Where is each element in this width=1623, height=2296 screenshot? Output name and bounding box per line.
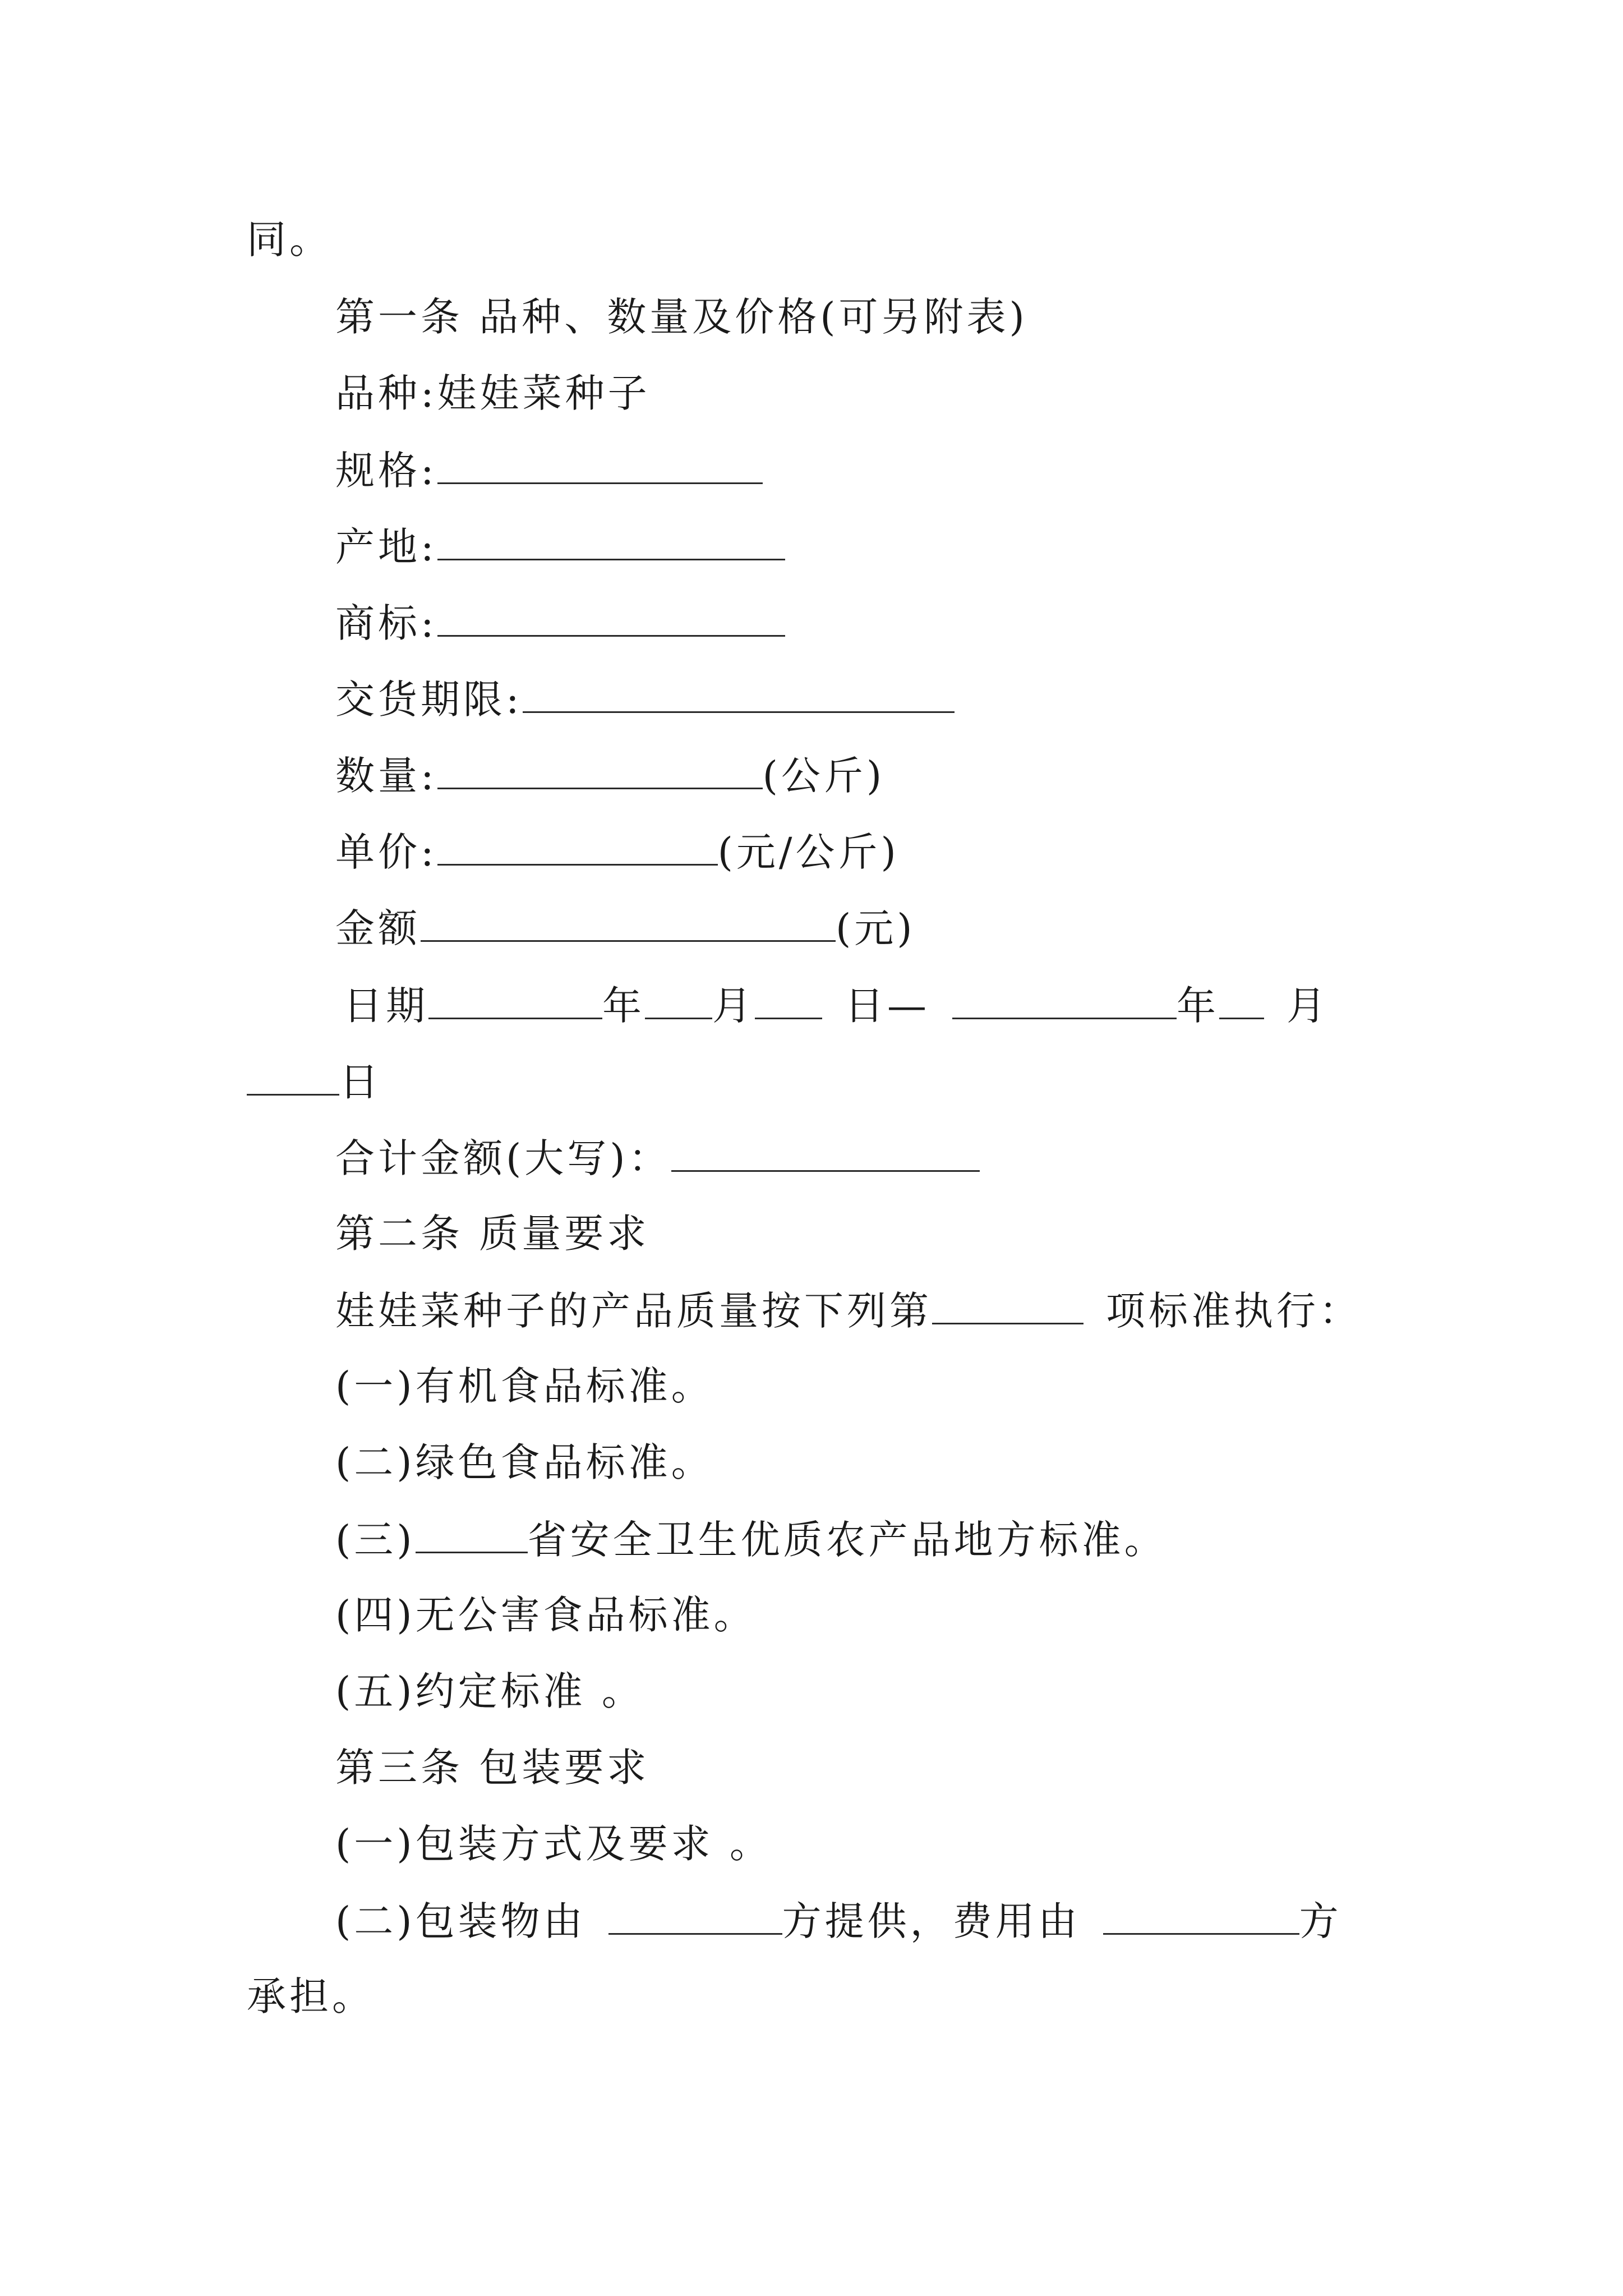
line-text: (二)包装物由 <box>335 1898 586 1944</box>
origin-blank[interactable] <box>437 526 785 560</box>
start-month-blank[interactable] <box>645 985 712 1019</box>
provider-blank[interactable] <box>608 1901 782 1935</box>
amount-blank[interactable] <box>421 908 836 942</box>
text-line <box>247 217 332 263</box>
packaging-provider-continued <box>247 1973 375 2019</box>
start-day-blank[interactable] <box>755 985 822 1019</box>
province-blank[interactable] <box>416 1519 528 1553</box>
article-1-heading <box>335 294 1028 340</box>
line-text: 品种:娃娃菜种子 <box>335 370 651 416</box>
quantity-blank[interactable] <box>437 755 763 789</box>
quality-standard-line <box>335 1288 1362 1334</box>
line-text: 第一条 品种、数量及价格(可另附表) <box>335 294 1028 340</box>
article-3-heading <box>335 1745 650 1791</box>
line-text: 单价: <box>335 829 437 875</box>
trademark-blank[interactable] <box>437 602 785 637</box>
line-text: 规格: <box>335 448 437 494</box>
standard-item-blank[interactable] <box>932 1290 1083 1324</box>
line-text: 方提供，费用由 <box>782 1898 1081 1944</box>
packaging-method-line <box>335 1821 772 1867</box>
line-text: 日 <box>339 1059 382 1105</box>
line-text: 年 <box>602 983 645 1029</box>
line-text: 同。 <box>247 217 332 263</box>
line-text: 年 <box>1177 983 1219 1029</box>
cost-bearer-blank[interactable] <box>1103 1901 1299 1935</box>
packaging-provider-line <box>335 1898 1342 1944</box>
line-text: (一)包装方式及要求 。 <box>335 1821 772 1867</box>
unit-price-blank[interactable] <box>437 831 718 866</box>
standard-option-1 <box>335 1363 714 1409</box>
delivery-period-line <box>335 677 955 723</box>
line-text: 项标准执行： <box>1106 1288 1362 1334</box>
start-year-blank[interactable] <box>428 985 602 1019</box>
line-text: (元) <box>836 905 916 951</box>
spec-line <box>335 448 763 494</box>
end-month-blank[interactable] <box>1219 985 1264 1019</box>
line-text: 第二条 质量要求 <box>335 1211 650 1257</box>
line-text: (三) <box>335 1517 416 1563</box>
line-text: 商标: <box>335 600 437 646</box>
line-text: 产地: <box>335 524 437 570</box>
unit-price-line <box>335 829 900 875</box>
article-2-heading <box>335 1211 650 1257</box>
line-text: (元/公斤) <box>717 829 900 875</box>
line-text: 第三条 包装要求 <box>335 1745 650 1791</box>
line-text: 日期 <box>343 983 428 1029</box>
end-day-blank[interactable] <box>247 1061 339 1096</box>
standard-option-5 <box>335 1668 644 1714</box>
spec-blank[interactable] <box>437 450 763 484</box>
line-text: 省安全卫生优质农产品地方标准。 <box>527 1517 1167 1563</box>
line-text: 金额 <box>335 905 421 951</box>
total-amount-line <box>335 1135 980 1181</box>
delivery-period-blank[interactable] <box>523 679 955 713</box>
date-line <box>343 983 1329 1029</box>
line-text: 方 <box>1299 1898 1342 1944</box>
amount-line <box>335 905 916 951</box>
total-amount-blank[interactable] <box>671 1138 980 1172</box>
quantity-line <box>335 753 886 799</box>
variety-line <box>335 370 651 416</box>
line-text: 合计金额(大写)： <box>335 1135 671 1181</box>
line-text: 承担。 <box>247 1973 375 2019</box>
standard-option-4 <box>335 1592 757 1638</box>
line-text: (一)有机食品标准。 <box>335 1363 714 1409</box>
line-text: 日— <box>845 983 930 1029</box>
line-text: 月 <box>1287 983 1329 1029</box>
origin-line <box>335 524 785 570</box>
line-text: (二)绿色食品标准。 <box>335 1439 714 1485</box>
line-text: (公斤) <box>762 753 886 799</box>
line-text: (四)无公害食品标准。 <box>335 1592 757 1638</box>
line-text: 交货期限: <box>335 677 523 723</box>
date-line-continued <box>247 1059 382 1105</box>
line-text: 月 <box>712 983 755 1029</box>
line-text: (五)约定标准 。 <box>335 1668 644 1714</box>
trademark-line <box>335 600 785 646</box>
standard-option-2 <box>335 1439 714 1485</box>
end-year-blank[interactable] <box>952 985 1177 1019</box>
line-text: 娃娃菜种子的产品质量按下列第 <box>335 1288 932 1334</box>
line-text: 数量: <box>335 753 437 799</box>
standard-option-3 <box>335 1517 1167 1563</box>
